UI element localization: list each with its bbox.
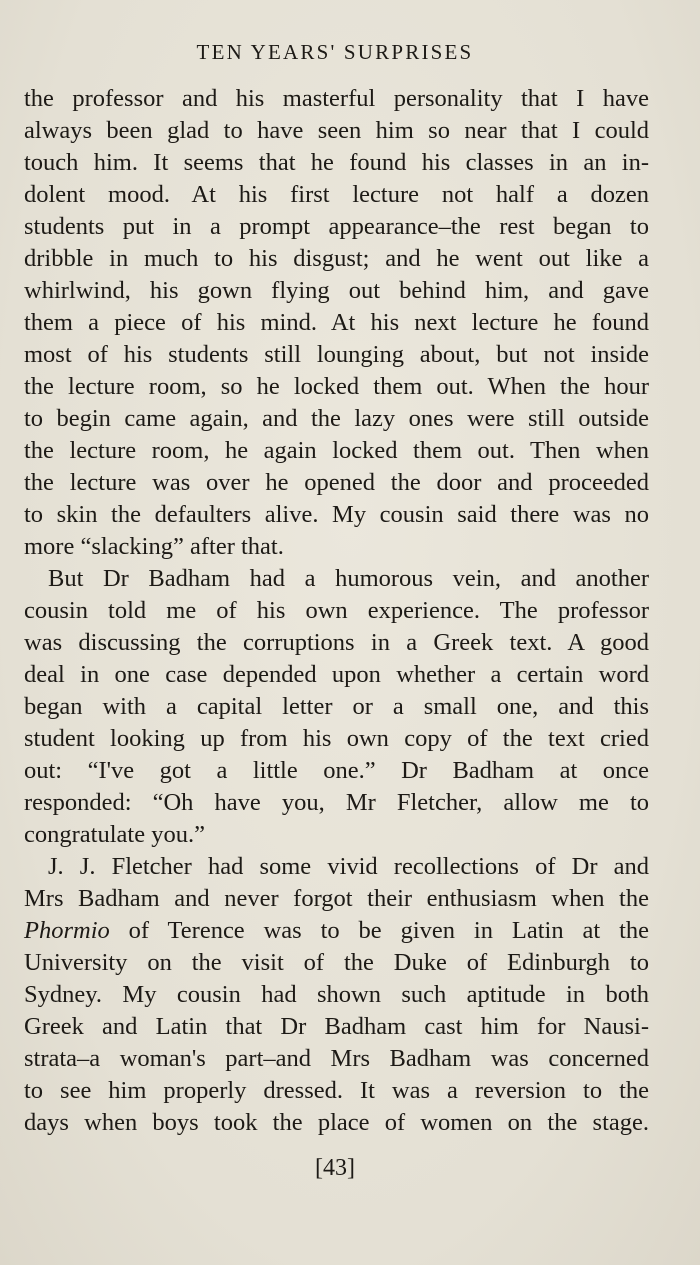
text-line: student looking up from his own copy of the text cried — [24, 725, 649, 752]
text-line: But Dr Badham had a humorous vein, and another — [48, 565, 649, 592]
page-number: [43] — [315, 1155, 355, 1181]
text-line: was discussing the corruptions in a Greek text. A good — [24, 629, 649, 656]
text-line: students put in a prompt appearance–the rest began to — [24, 213, 649, 240]
text-line-rest: of Terence was to be given in Latin at the — [128, 917, 649, 944]
text-line: to see him properly dressed. It was a reversion to the — [24, 1077, 649, 1104]
text-line: J. J. Fletcher had some vivid recollections of Dr and — [48, 853, 649, 880]
text-line: days when boys took the place of women on the stage. — [24, 1109, 649, 1136]
text-line: whirlwind, his gown flying out behind him, and gave — [24, 277, 649, 304]
text-line: deal in one case depended upon whether a certain word — [24, 661, 649, 688]
play-title: Phormio — [24, 917, 110, 944]
text-line: Sydney. My cousin had shown such aptitude in both — [24, 981, 649, 1008]
text-line: most of his students still lounging about, but not inside — [24, 341, 649, 368]
text-line: Mrs Badham and never forgot their enthusiasm when the — [24, 885, 649, 912]
text-line: to skin the defaulters alive. My cousin said there was no — [24, 501, 649, 528]
text-line: the lecture room, he again locked them out. Then when — [24, 437, 649, 464]
text-line: began with a capital letter or a small one, and this — [24, 693, 649, 720]
text-line: dolent mood. At his first lecture not half a dozen — [24, 181, 649, 208]
text-line: them a piece of his mind. At his next lecture he found — [24, 309, 649, 336]
text-line: responded: “Oh have you, Mr Fletcher, allow me to — [24, 789, 649, 816]
text-line: to begin came again, and the lazy ones were still outside — [24, 405, 649, 432]
text-line: out: “I've got a little one.” Dr Badham at once — [24, 757, 649, 784]
text-line: more “slacking” after that. — [24, 533, 284, 560]
text-line: cousin told me of his own experience. The professor — [24, 597, 649, 624]
body-text — [24, 83, 649, 1139]
text-line: congratulate you.” — [24, 821, 205, 848]
text-line-with-title — [24, 915, 649, 947]
text-line: the lecture room, so he locked them out. When the hour — [24, 373, 649, 400]
text-line: Greek and Latin that Dr Badham cast him for Nausi- — [24, 1013, 649, 1040]
running-head: TEN YEARS' SURPRISES — [196, 40, 474, 64]
text-line: touch him. It seems that he found his classes in an in- — [24, 149, 649, 176]
text-line: dribble in much to his disgust; and he went out like a — [24, 245, 649, 272]
text-line: University on the visit of the Duke of Edinburgh to — [24, 949, 649, 976]
text-line: the professor and his masterful personality that I have — [24, 85, 649, 112]
text-line: strata–a woman's part–and Mrs Badham was concerned — [24, 1045, 649, 1072]
text-line: the lecture was over he opened the door and proceeded — [24, 469, 649, 496]
text-line: always been glad to have seen him so near that I could — [24, 117, 649, 144]
